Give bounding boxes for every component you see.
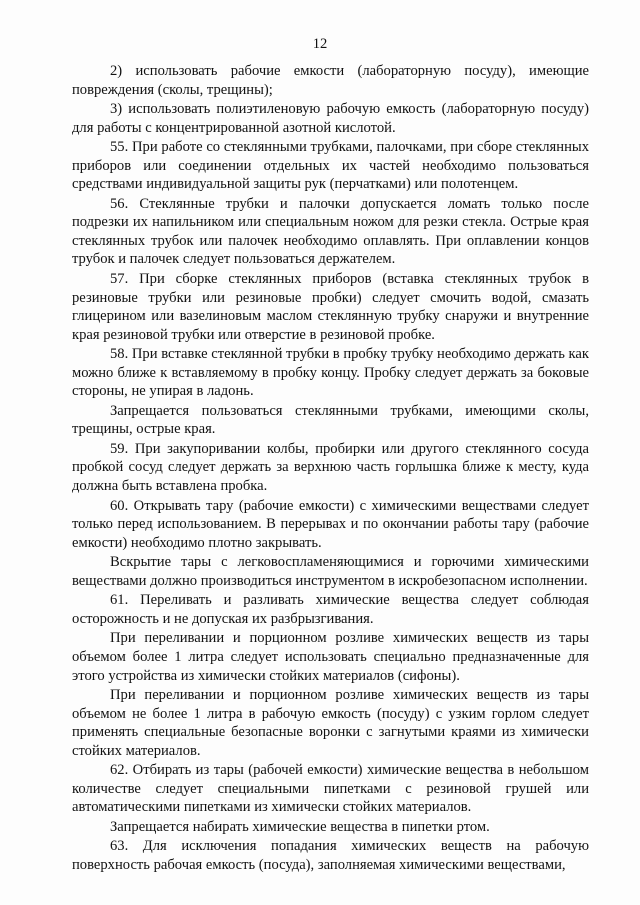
paragraph-55: 55. При работе со стеклянными трубками, палочками, при сборе стеклянных приборов или соединении отдельных их частей необходимо пользоваться средствами индивидуальной защиты рук (перчатками) или полотенцем.	[72, 139, 589, 193]
paragraph-60-opening: Вскрытие тары с легковоспламеняющимися и горючими химическими веществами должно производиться инструментом в искробезопасном исполнении.	[72, 554, 589, 589]
paragraph-61-small-volume: При переливании и порционном розливе химических веществ из тары объемом не более 1 литра в рабочую емкость (посуду) с узким горлом следует применять специальные безопасные воронки с загнутыми краями из химически стойких материалов.	[72, 687, 589, 759]
paragraph-62-prohibition: Запрещается набирать химические вещества в пипетки ртом.	[110, 818, 490, 835]
paragraph-62: 62. Отбирать из тары (рабочей емкости) химические вещества в небольшом количестве следует специальными пипетками с резиновой грушей или автоматическими пипетками из химически стойких материалов.	[72, 762, 589, 816]
paragraph-56: 56. Стеклянные трубки и палочки допускается ломать только после подрезки их напильником или специальным ножом для резки стекла. Острые края стеклянных трубок или палочек необходимо оплавлять. При оплавлении концов трубок и палочек следует пользоваться держателем.	[72, 195, 589, 268]
paragraph-61-large-volume: При переливании и порционном розливе химических веществ из тары объемом более 1 литра следует использовать специально предназначенные для этого устройства из химически стойких материалов (сифоны).	[72, 630, 589, 684]
document-body	[72, 62, 589, 876]
paragraph-63: 63. Для исключения попадания химических веществ на рабочую поверхность рабочая емкость (посуда), заполняемая химическими веществами,	[72, 838, 589, 873]
paragraph-58: 58. При вставке стеклянной трубки в пробку трубку необходимо держать как можно ближе к вставляемому в пробку концу. Пробку следует держать за боковые стороны, не упирая в ладонь.	[72, 346, 589, 400]
paragraph-59: 59. При закупоривании колбы, пробирки или другого стеклянного сосуда пробкой сосуд следует держать за верхнюю часть горлышка ближе к месту, куда должна быть вставлена пробка.	[72, 440, 589, 495]
paragraph-item-3: 3) использовать полиэтиленовую рабочую емкость (лабораторную посуду) для работы с концентрированной азотной кислотой.	[72, 101, 589, 136]
paragraph-57: 57. При сборке стеклянных приборов (вставка стеклянных трубок в резиновые трубки или резиновые пробки) следует смочить водой, смазать глицерином или вазелиновым маслом стеклянную трубку снаружи и внутренние края резиновой трубки или отверстие в резиновой пробке.	[72, 271, 589, 343]
page-number: 12	[312, 36, 328, 52]
paragraph-60: 60. Открывать тару (рабочие емкости) с химическими веществами следует только перед использованием. В перерывах и по окончании работы тару (рабочие емкости) необходимо плотно закрывать.	[72, 497, 589, 551]
paragraph-item-2: 2) использовать рабочие емкости (лабораторную посуду), имеющие повреждения (сколы, трещины);	[72, 63, 589, 98]
paragraph-58-prohibition: Запрещается пользоваться стеклянными трубками, имеющими сколы, трещины, острые края.	[72, 402, 589, 438]
paragraph-61: 61. Переливать и разливать химические вещества следует соблюдая осторожность и не допуская их разбрызгивания.	[72, 592, 589, 627]
